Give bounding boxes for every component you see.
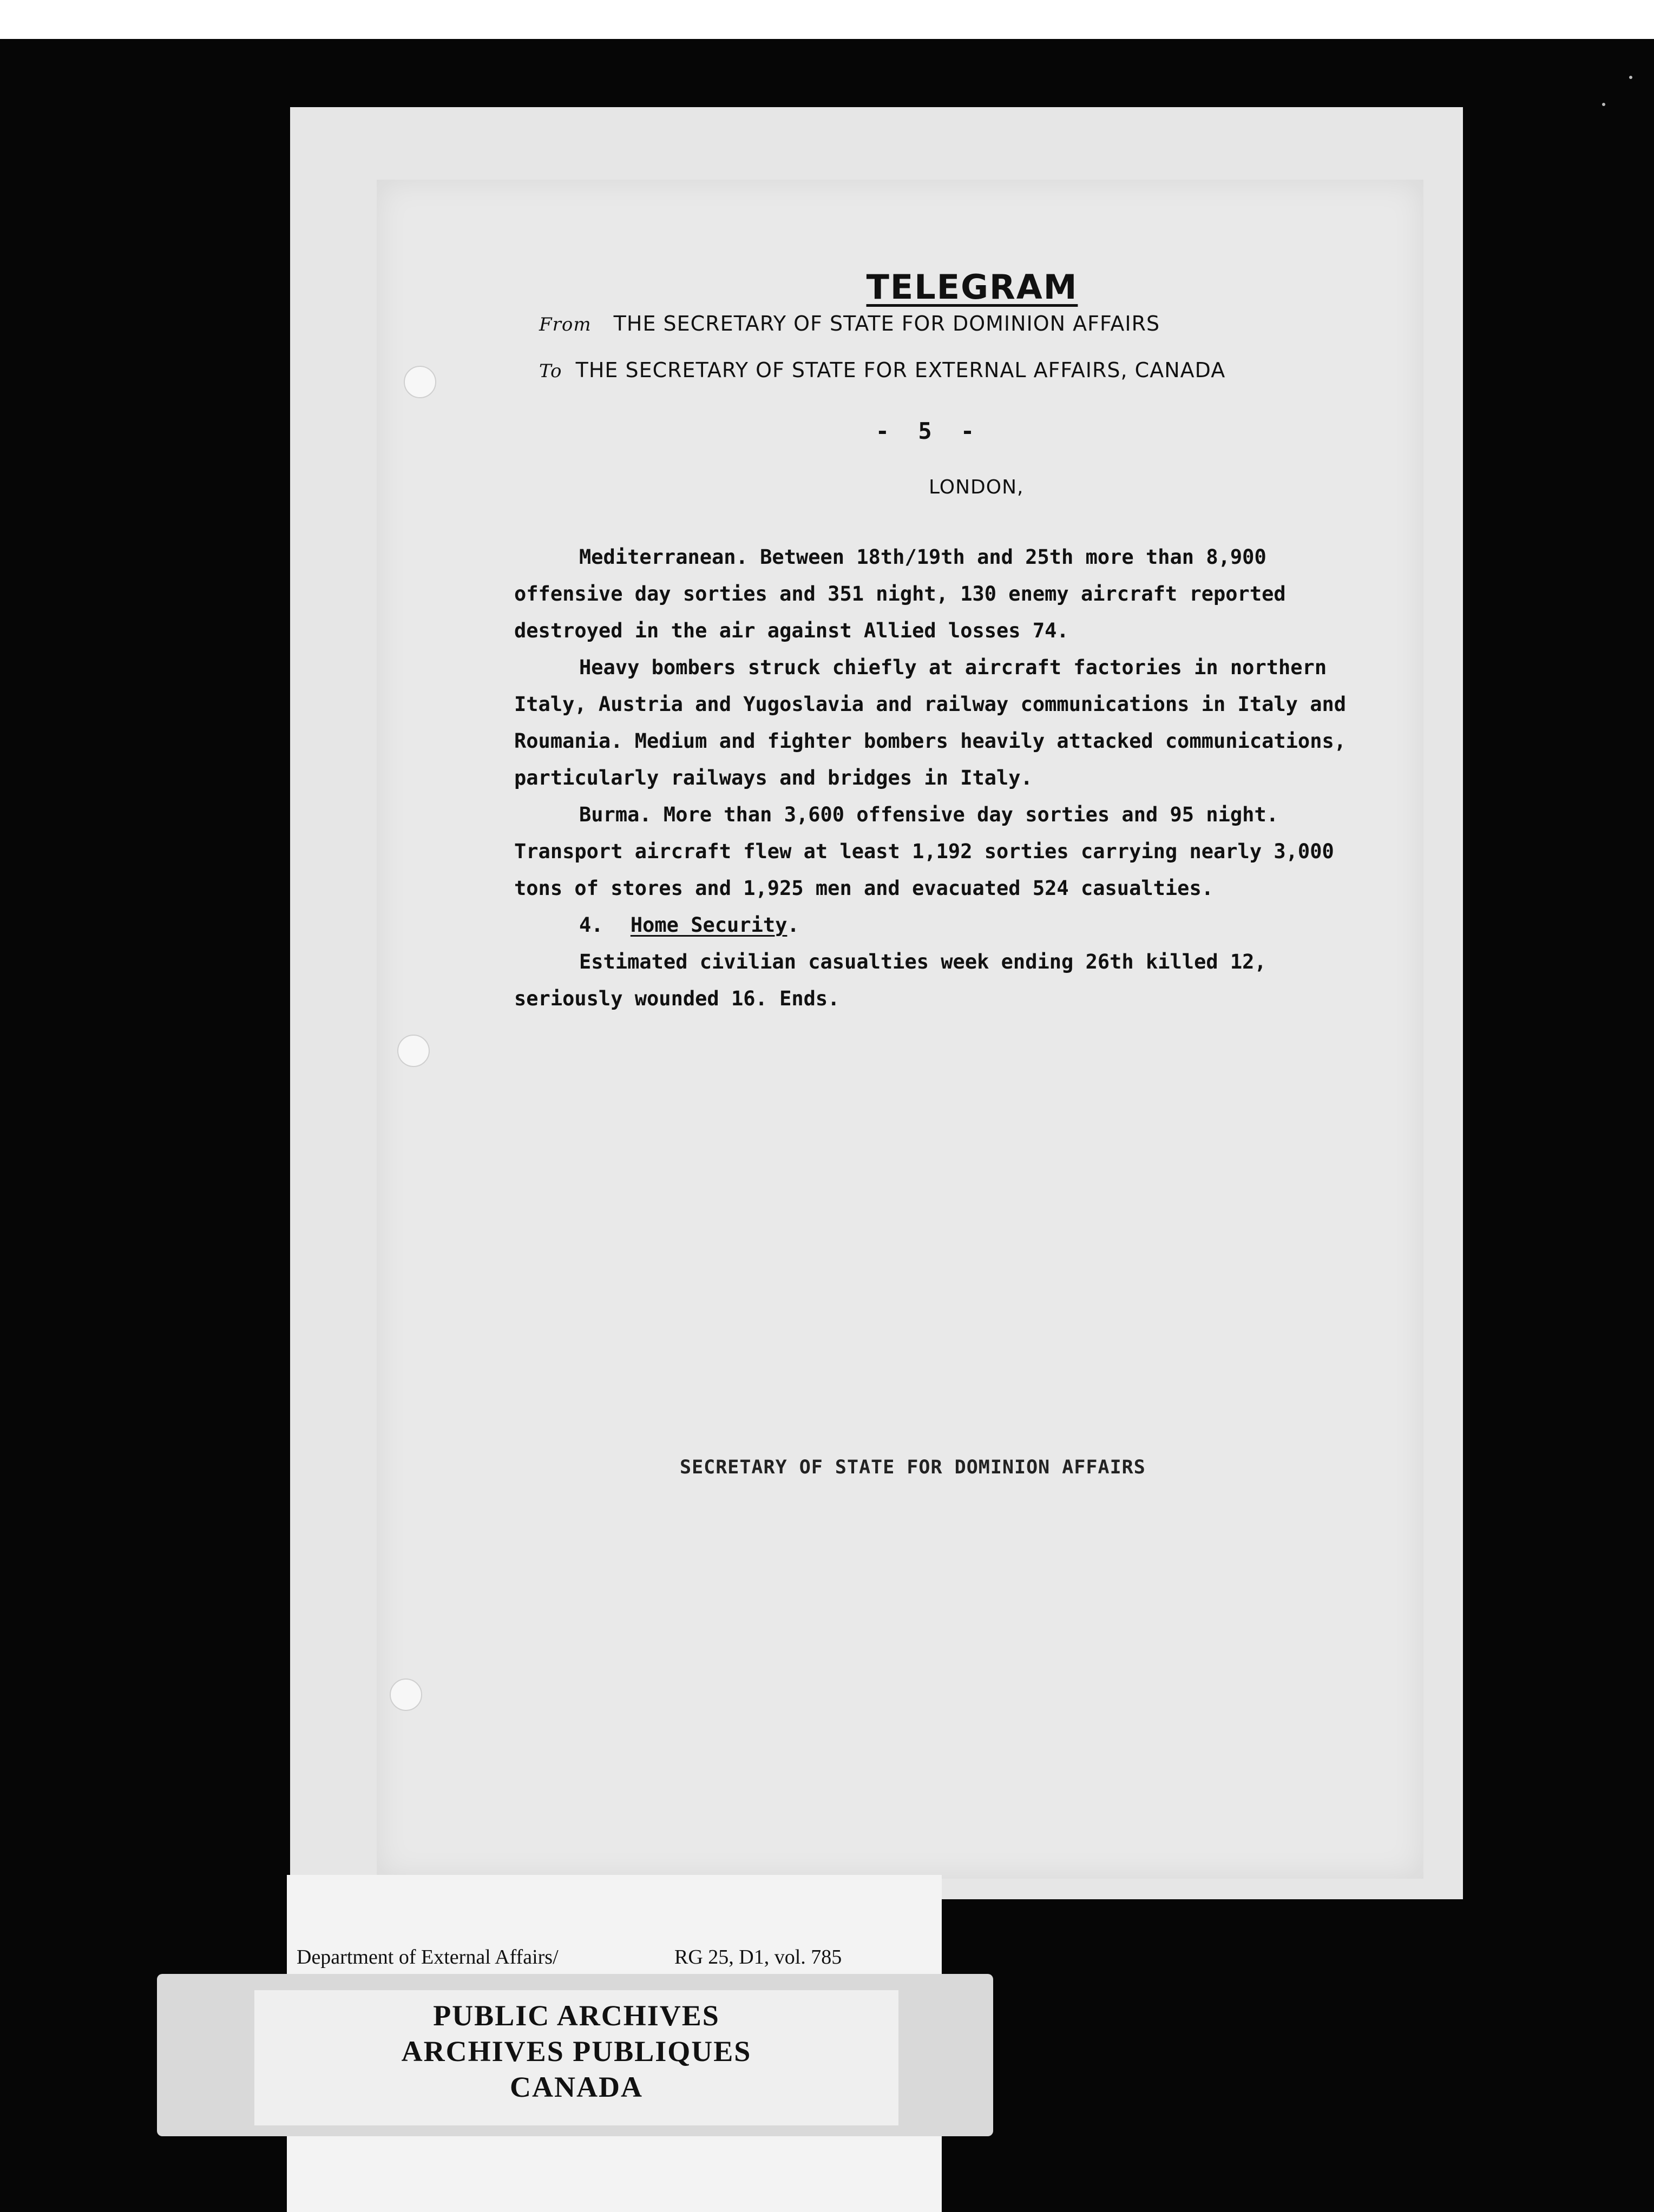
punch-hole	[397, 1035, 430, 1067]
to-label: To	[539, 360, 562, 382]
page-number: - 5 -	[875, 418, 982, 444]
section-punct: .	[787, 913, 799, 937]
paragraph-mediterranean: Mediterranean. Between 18th/19th and 25th more than 8,900 offensive day sorties and 351 night, 130 enemy aircraft reported destroyed in the air against Allied losses 74.	[514, 545, 1286, 642]
location: LONDON,	[929, 476, 1024, 498]
telegram-page	[377, 180, 1423, 1879]
section-heading: Home Security	[630, 913, 787, 937]
from-value: THE SECRETARY OF STATE FOR DOMINION AFFAIRS	[613, 312, 1160, 335]
to-line	[539, 358, 1225, 382]
film-edge	[0, 0, 1654, 39]
dust-speck	[1602, 103, 1605, 106]
dept-en: Department of External Affairs/	[297, 1946, 559, 1969]
paragraph-heavy-bombers: Heavy bombers struck chiefly at aircraft factories in northern Italy, Austria and Yugoslavia and railway communications in Italy and Roumania. Medium and fighter bombers heavily attacked communications, particularly railways and bridges in Italy.	[514, 656, 1347, 789]
to-value: THE SECRETARY OF STATE FOR EXTERNAL AFFAIRS, CANADA	[575, 358, 1226, 382]
paragraph-burma: Burma. More than 3,600 offensive day sorties and 95 night. Transport aircraft flew at least 1,192 sorties carrying nearly 3,000 tons of stores and 1,925 men and evacuated 524 casualties.	[514, 803, 1334, 900]
archives-stamp	[157, 1974, 993, 2136]
punch-hole	[390, 1678, 422, 1711]
stamp-line-2: ARCHIVES PUBLIQUES	[401, 2035, 752, 2068]
from-label: From	[539, 314, 592, 335]
section-number: 4.	[579, 913, 603, 937]
paragraph-casualties: Estimated civilian casualties week ending 26th killed 12, seriously wounded 16. Ends.	[514, 950, 1266, 1010]
section-home-security	[514, 907, 1369, 944]
stamp-line-3: CANADA	[510, 2071, 643, 2103]
punch-hole	[404, 366, 436, 398]
telegram-body	[514, 539, 1369, 1017]
rg-reference: RG 25, D1, vol. 785	[674, 1946, 842, 1969]
telegram-title: TELEGRAM	[866, 267, 1078, 307]
from-line	[539, 312, 1160, 335]
stamp-line-1: PUBLIC ARCHIVES	[433, 1999, 720, 2032]
signature: SECRETARY OF STATE FOR DOMINION AFFAIRS	[680, 1457, 1146, 1478]
dust-speck	[1629, 76, 1632, 79]
